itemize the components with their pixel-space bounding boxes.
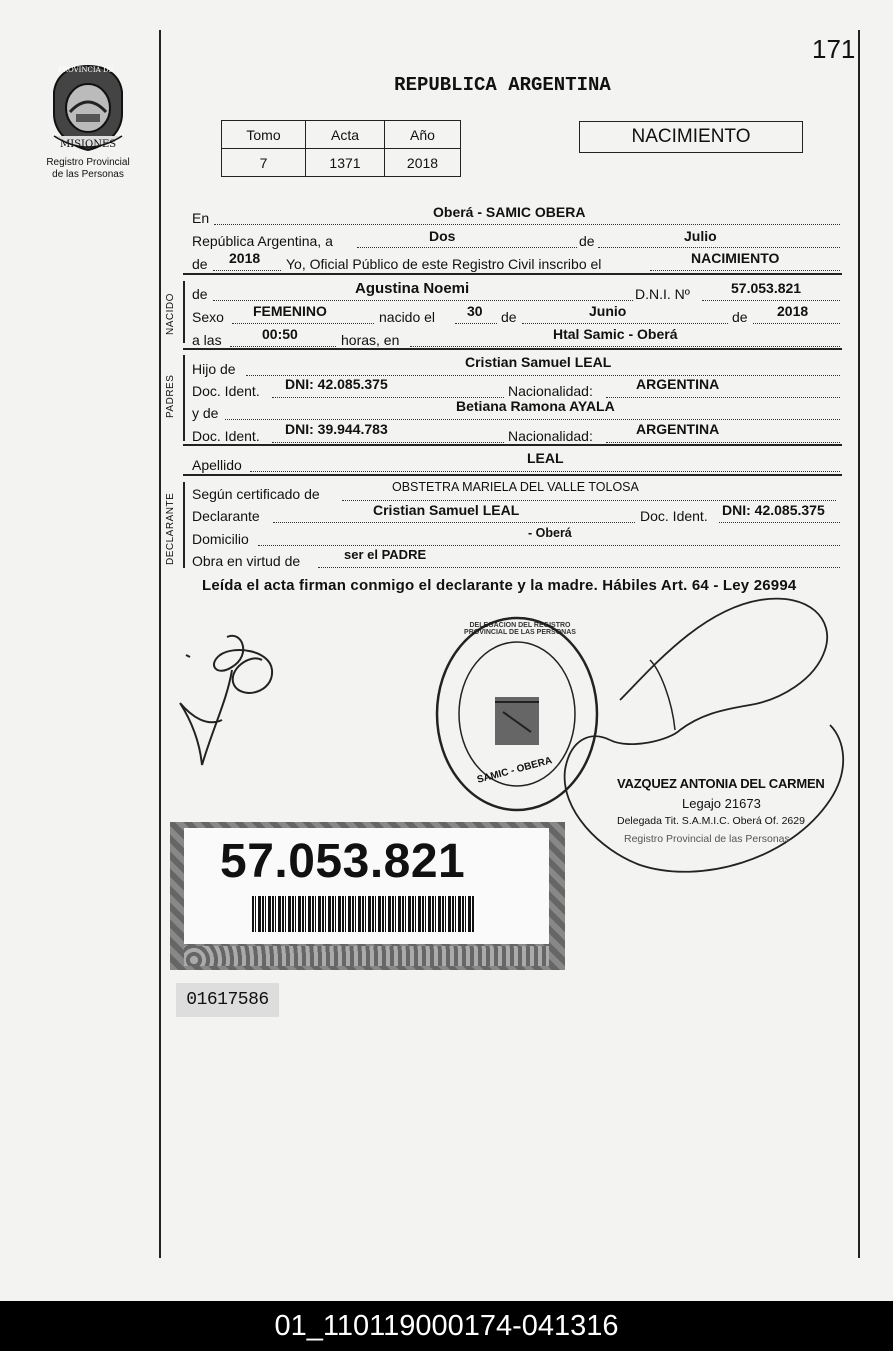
- month-dotline: [522, 323, 728, 324]
- section-bracket: [183, 355, 185, 441]
- doc-ident-label: Doc. Ident.: [192, 428, 260, 444]
- father-doc-value: DNI: 42.085.375: [285, 376, 388, 392]
- de-label: de: [192, 286, 208, 302]
- apellido-label: Apellido: [192, 457, 242, 473]
- en-value: Oberá - SAMIC OBERA: [433, 204, 586, 220]
- section-rule: [183, 444, 842, 446]
- sexo-value: FEMENINO: [253, 303, 327, 319]
- certificado-label: Según certificado de: [192, 486, 320, 502]
- year-dotline: [213, 270, 281, 271]
- year-dotline: [753, 323, 840, 324]
- day-dotline: [455, 323, 497, 324]
- mother-nationality-value: ARGENTINA: [636, 421, 720, 437]
- intro-year-value: 2018: [229, 250, 261, 266]
- seal-caption-line1: Registro Provincial: [46, 157, 130, 168]
- declarante-doc-value: DNI: 42.085.375: [722, 502, 825, 518]
- barcode: [252, 896, 474, 932]
- official-title: Delegada Tit. S.A.M.I.C. Oberá Of. 2629: [617, 815, 805, 827]
- de2-label: de: [192, 256, 208, 272]
- place-dotline: [410, 346, 840, 347]
- decl-dotline: [273, 522, 635, 523]
- mother-name-value: Betiana Ramona AYALA: [456, 398, 615, 414]
- sexo-label: Sexo: [192, 309, 224, 325]
- en-label: En: [192, 210, 210, 226]
- birth-day-value: 30: [467, 303, 483, 319]
- declarant-signature: [172, 625, 292, 770]
- dni-sticker-number: 57.053.821: [220, 835, 466, 888]
- horas-label: horas, en: [341, 332, 400, 348]
- oficial-label: Yo, Oficial Público de este Registro Civil inscribo el: [286, 256, 602, 272]
- stamp-ring-text: DELEGACION DEL REGISTRO PROVINCIAL DE LAS PERSONAS: [464, 622, 576, 636]
- official-legajo: Legajo 21673: [682, 796, 761, 811]
- page-number: 171: [812, 34, 856, 64]
- day-dotline: [357, 247, 577, 248]
- declarante-label: Declarante: [192, 508, 260, 524]
- inscribo-value: NACIMIENTO: [691, 250, 780, 266]
- table-header-cell: Año: [385, 121, 461, 149]
- birth-place-value: Htal Samic - Oberá: [553, 326, 678, 342]
- declarante-section-label: DECLARANTE: [165, 492, 176, 565]
- seal-caption-line2: de las Personas: [52, 169, 124, 180]
- doc-ident-label: Doc. Ident.: [192, 383, 260, 399]
- section-bracket: [183, 482, 185, 568]
- domicilio-value: - Oberá: [528, 526, 572, 540]
- left-margin-line: [159, 30, 161, 1258]
- padres-section-label: PADRES: [165, 374, 176, 418]
- table-cell: 7: [222, 149, 306, 177]
- nacido-section-label: NACIDO: [165, 293, 176, 335]
- nacionalidad-label: Nacionalidad:: [508, 428, 593, 444]
- father-name-value: Cristian Samuel LEAL: [465, 354, 612, 370]
- doc-dotline: [719, 522, 840, 523]
- doc-dotline: [272, 442, 504, 443]
- month-dotline: [598, 247, 840, 248]
- table-header-cell: Tomo: [222, 121, 306, 149]
- certificado-value: OBSTETRA MARIELA DEL VALLE TOLOSA: [392, 480, 639, 494]
- declarante-value: Cristian Samuel LEAL: [373, 502, 520, 518]
- sticker-pattern-strip: [184, 946, 549, 966]
- obra-label: Obra en virtud de: [192, 553, 301, 569]
- stamp-center-text: SAMIC - OBERA: [475, 755, 554, 786]
- doc-ident-label: Doc. Ident.: [640, 508, 708, 524]
- cert-dotline: [342, 500, 836, 501]
- time-dotline: [230, 346, 336, 347]
- nat-dotline: [606, 397, 840, 398]
- right-margin-line: [858, 30, 860, 1258]
- nat-dotline: [606, 442, 840, 443]
- apellido-dotline: [250, 471, 840, 472]
- obra-value: ser el PADRE: [344, 547, 427, 562]
- registry-table: [221, 120, 461, 177]
- closing-text: Leída el acta firman conmigo el declarante y la madre. Hábiles Art. 64 - Ley 26994: [202, 577, 797, 594]
- mother-dotline: [225, 419, 840, 420]
- table-cell: 2018: [385, 149, 461, 177]
- mother-doc-value: DNI: 39.944.783: [285, 421, 388, 437]
- official-name: VAZQUEZ ANTONIA DEL CARMEN: [617, 776, 825, 791]
- en-dotline: [214, 224, 840, 225]
- de-label: de: [732, 309, 748, 325]
- nacido-name-value: Agustina Noemi: [355, 280, 470, 297]
- y-de-label: y de: [192, 405, 219, 421]
- birth-month-value: Junio: [589, 303, 627, 319]
- section-rule: [183, 474, 842, 476]
- serial-number: 01617586: [176, 983, 279, 1017]
- intro-month-value: Julio: [684, 228, 717, 244]
- de-label: de: [501, 309, 517, 325]
- republica-label: República Argentina, a: [192, 233, 333, 249]
- nacido-dni-value: 57.053.821: [731, 280, 802, 296]
- table-row: [222, 149, 461, 177]
- page-title: REPUBLICA ARGENTINA: [394, 74, 611, 96]
- nacido-el-label: nacido el: [379, 309, 436, 325]
- inscribo-dotline: [650, 270, 840, 271]
- intro-day-value: Dos: [429, 228, 456, 244]
- hijo-label: Hijo de: [192, 361, 236, 377]
- table-row: [222, 121, 461, 149]
- official-registry: Registro Provincial de las Personas: [624, 833, 790, 845]
- obra-dotline: [318, 567, 840, 568]
- table-cell: 1371: [306, 149, 385, 177]
- act-type-box: NACIMIENTO: [579, 121, 803, 153]
- birth-time-value: 00:50: [262, 326, 298, 342]
- name-dotline: [213, 300, 633, 301]
- domicilio-label: Domicilio: [192, 531, 249, 547]
- dom-dotline: [258, 545, 840, 546]
- section-bracket: [183, 281, 185, 343]
- section-rule: [183, 273, 842, 275]
- seal-text-bottom: MISIONES: [60, 139, 117, 150]
- sexo-dotline: [232, 323, 374, 324]
- section-rule: [183, 348, 842, 350]
- dni-label: D.N.I. Nº: [635, 286, 690, 302]
- dni-dotline: [702, 300, 840, 301]
- a-las-label: a las: [192, 332, 222, 348]
- dni-sticker: [170, 822, 565, 970]
- table-header-cell: Acta: [306, 121, 385, 149]
- de-label: de: [579, 233, 595, 249]
- father-nationality-value: ARGENTINA: [636, 376, 720, 392]
- seal-text-top: PROVINCIA DE: [58, 66, 114, 74]
- birth-year-value: 2018: [777, 303, 809, 319]
- apellido-value: LEAL: [527, 450, 564, 466]
- nacionalidad-label: Nacionalidad:: [508, 383, 593, 399]
- footer-code: 01_110119000174-041316: [0, 1301, 893, 1351]
